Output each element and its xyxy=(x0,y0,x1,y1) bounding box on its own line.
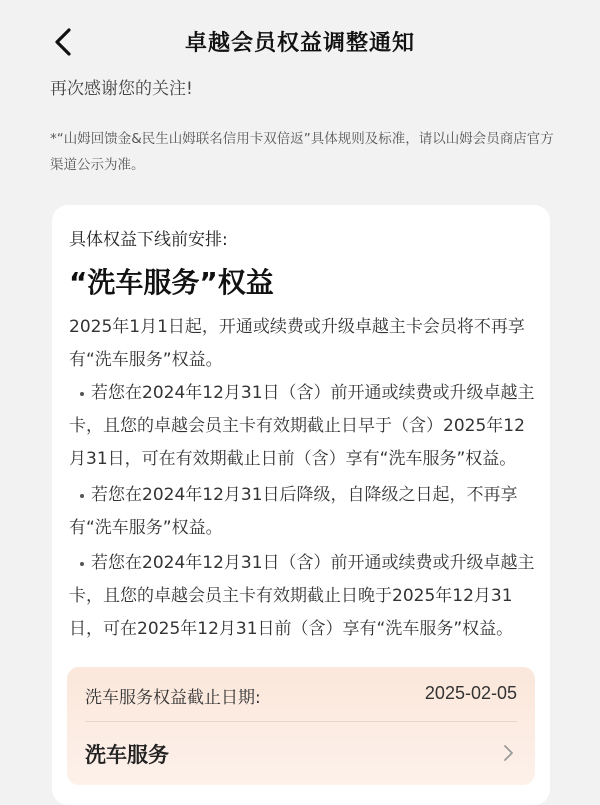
bullet-line: 卡，且您的卓越会员主卡有效期截止日晚于2025年12月31 xyxy=(69,586,513,606)
deadline-panel xyxy=(67,667,535,785)
deadline-date: 2025-02-05 xyxy=(424,683,517,703)
intro-paragraph xyxy=(69,311,539,377)
bullet-line: 若您在2024年12月31日后降级，自降级之日起，不再享 xyxy=(91,485,518,505)
chevron-right-icon xyxy=(501,743,517,763)
bullet-line: 日，可在2025年12月31日前（含）享有“洗车服务”权益。 xyxy=(69,619,514,639)
bullet-dot-icon xyxy=(80,392,84,396)
bullet-dot-icon xyxy=(80,494,84,498)
bullet-line: 有“洗车服务”权益。 xyxy=(69,518,223,538)
deadline-row xyxy=(85,683,517,709)
bullet-item xyxy=(69,479,539,545)
bullet-item xyxy=(69,547,539,646)
deadline-label: 洗车服务权益截止日期: xyxy=(85,688,261,708)
benefit-card xyxy=(52,205,550,805)
bullet-item xyxy=(69,377,539,476)
bullet-dot-icon xyxy=(80,562,84,566)
bullet-line: 若您在2024年12月31日（含）前开通或续费或升级卓越主 xyxy=(91,383,535,403)
service-row[interactable] xyxy=(85,729,517,779)
page-title: 卓越会员权益调整通知 xyxy=(184,31,415,56)
divider xyxy=(85,721,517,722)
bullet-line: 卡，且您的卓越会员主卡有效期截止日早于（含）2025年12 xyxy=(69,416,525,436)
disclaimer-note: *“山姆回馈金&民生山姆联名信用卡双倍返”具体规则及标准，请以山姆会员商店官方渠道公示为准。 xyxy=(50,131,554,173)
benefit-title: “洗车服务”权益 xyxy=(69,266,274,299)
card-heading: 具体权益下线前安排: xyxy=(69,230,228,250)
bullet-line: 若您在2024年12月31日（含）前开通或续费或升级卓越主 xyxy=(91,553,535,573)
thanks-text: 再次感谢您的关注! xyxy=(50,79,193,99)
header-bar xyxy=(0,0,600,84)
bullet-line: 月31日，可在有效期截止日前（含）享有“洗车服务”权益。 xyxy=(69,449,517,469)
service-link-label: 洗车服务 xyxy=(85,743,169,767)
intro-line: 2025年1月1日起，开通或续费或升级卓越主卡会员将不再享 xyxy=(69,317,525,337)
intro-line: 有“洗车服务”权益。 xyxy=(69,350,223,370)
